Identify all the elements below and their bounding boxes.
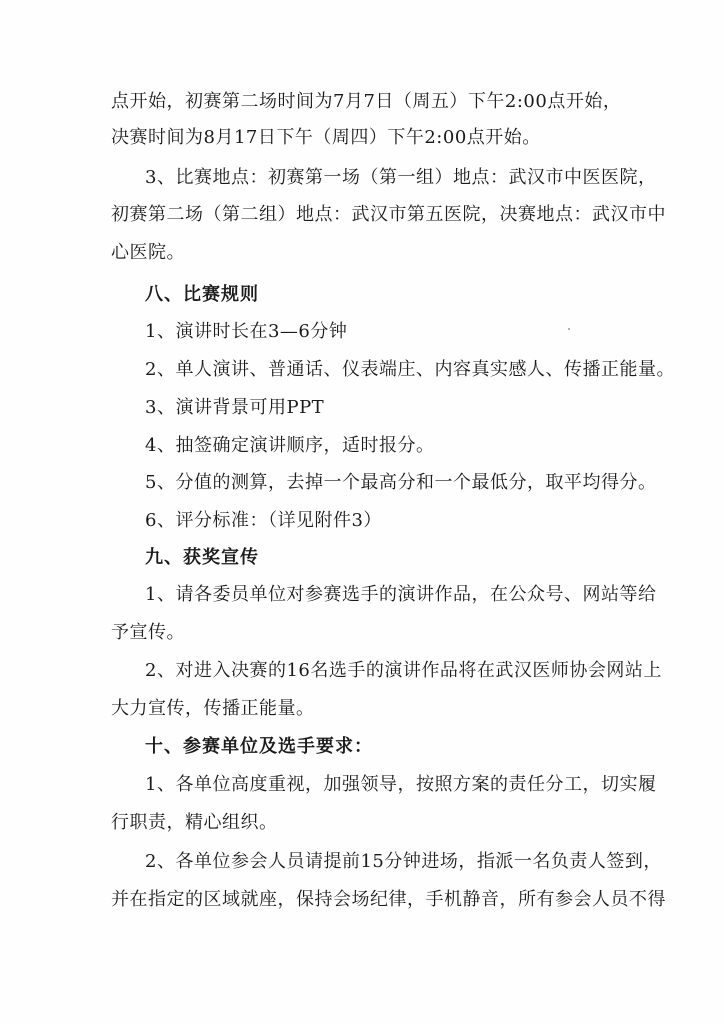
paragraph-line: 大力宣传，传播正能量。	[111, 698, 315, 719]
list-item: 3、演讲背景可用PPT	[145, 397, 325, 418]
paragraph-line: 行职责，精心组织。	[111, 812, 278, 833]
list-item: 6、评分标准：（详见附件3）	[145, 510, 382, 531]
section-heading: 十、参赛单位及选手要求：	[145, 736, 373, 757]
list-item: 2、单人演讲、普通话、仪表端庄、内容真实感人、传播正能量。	[145, 359, 675, 380]
section-heading: 八、比赛规则	[145, 284, 259, 305]
list-item: 2、各单位参会人员请提前15分钟进场，指派一名负责人签到，	[145, 851, 662, 872]
list-item: 1、演讲时长在3—6分钟	[145, 321, 348, 342]
paragraph-line: 并在指定的区域就座，保持会场纪律，手机静音，所有参会人员不得	[111, 889, 666, 910]
scan-speck	[568, 328, 570, 330]
list-item: 5、分值的测算，去掉一个最高分和一个最低分，取平均得分。	[145, 472, 657, 493]
section-heading: 九、获奖宣传	[145, 547, 259, 568]
list-item: 1、各单位高度重视，加强领导，按照方案的责任分工，切实履	[145, 774, 657, 795]
paragraph-line: 决赛时间为8月17日下午（周四）下午2:00点开始。	[111, 127, 541, 148]
paragraph-line: 点开始，初赛第二场时间为7月7日（周五）下午2:00点开始，	[111, 91, 622, 112]
paragraph-line: 3、比赛地点：初赛第一场（第一组）地点：武汉市中医医院，	[145, 167, 657, 188]
paragraph-line: 心医院。	[111, 242, 185, 263]
paragraph-line: 初赛第二场（第二组）地点：武汉市第五医院，决赛地点：武汉市中	[111, 204, 666, 225]
list-item: 2、对进入决赛的16名选手的演讲作品将在武汉医师协会网站上	[145, 660, 662, 681]
list-item: 1、请各委员单位对参赛选手的演讲作品，在公众号、网站等给	[145, 584, 657, 605]
list-item: 4、抽签确定演讲顺序，适时报分。	[145, 435, 435, 456]
paragraph-line: 予宣传。	[111, 622, 185, 643]
